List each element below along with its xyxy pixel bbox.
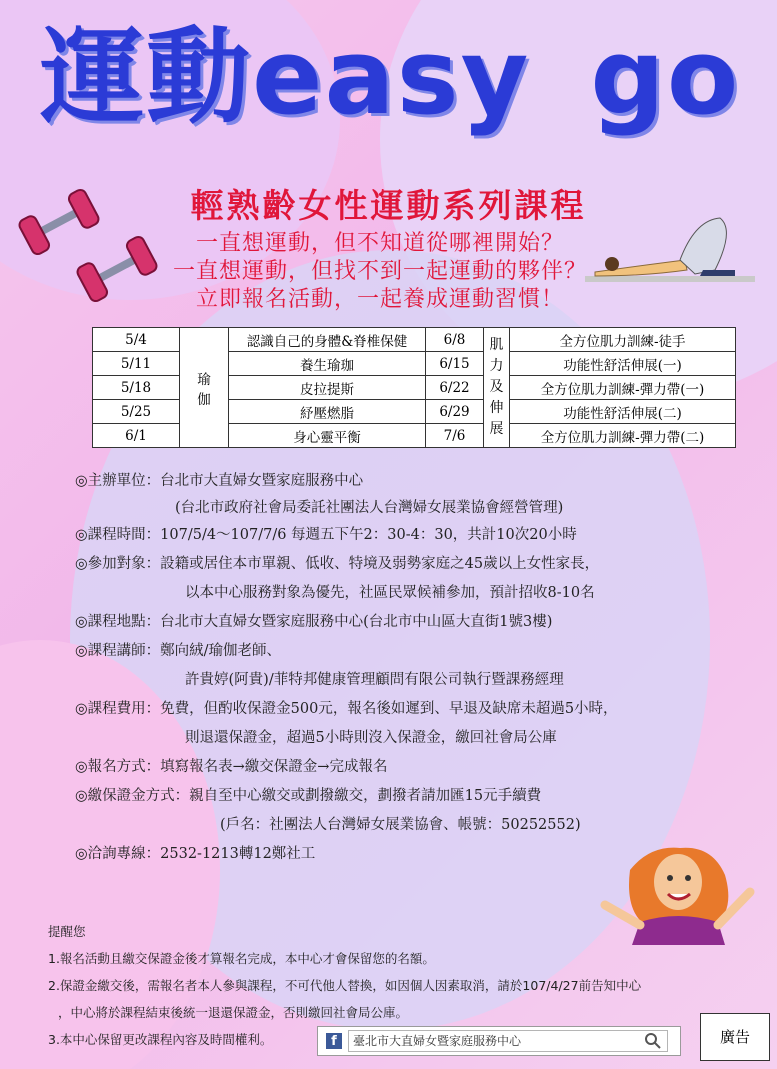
- notes-heading: 提醒您: [48, 924, 86, 939]
- date-cell: 6/22: [426, 376, 484, 400]
- category-muscle-char: 力: [489, 358, 504, 374]
- facebook-icon: f: [326, 1033, 342, 1049]
- slogan-block: [160, 230, 600, 314]
- category-yoga-char: 伽: [197, 391, 211, 408]
- info-teacher: ◎課程講師：鄭向絨/瑜伽老師、: [75, 643, 282, 659]
- title-main: 運動easy: [40, 16, 531, 138]
- poster-subtitle: 輕熟齡女性運動系列課程: [190, 186, 587, 225]
- date-cell: 6/15: [426, 352, 484, 376]
- date-cell: 5/18: [93, 376, 180, 400]
- info-organizer: ◎主辦單位：台北市大直婦女暨家庭服務中心: [75, 473, 364, 489]
- info-contact: ◎洽詢專線：2532-1213轉12鄭社工: [75, 846, 316, 862]
- info-deposit-cont: (戶名：社團法人台灣婦女展業協會、帳號：50252552): [220, 817, 581, 833]
- date-cell: 7/6: [426, 424, 484, 448]
- category-muscle-char: 肌: [489, 337, 504, 353]
- category-muscle-char: 及: [489, 379, 504, 395]
- stretching-woman-icon: [585, 210, 755, 285]
- course-cell: 全方位肌力訓練-徒手: [510, 328, 736, 352]
- course-cell: 養生瑜珈: [229, 352, 426, 376]
- date-cell: 5/11: [93, 352, 180, 376]
- info-teacher-cont: 許貴婷(阿貴)/菲特邦健康管理顧問有限公司執行暨課務經理: [185, 672, 564, 688]
- info-fee: ◎課程費用：免費，但酌收保證金500元，報名後如遲到、早退及缺席未超過5小時，: [75, 701, 618, 717]
- info-target-cont: 以本中心服務對象為優先，社區民眾候補參加，預計招收8-10名: [185, 585, 595, 601]
- course-cell: 認識自己的身體&脊椎保健: [229, 328, 426, 352]
- category-yoga-char: 瑜: [197, 371, 211, 388]
- date-cell: 6/8: [426, 328, 484, 352]
- course-cell: 紓壓燃脂: [229, 400, 426, 424]
- date-cell: 6/29: [426, 400, 484, 424]
- slogan-line: 立即報名活動，一起養成運動習慣！: [195, 287, 564, 312]
- course-cell: 全方位肌力訓練-彈力帶(一): [510, 376, 736, 400]
- note-item: ，中心將於課程結束後統一退還保證金，否則繳回社會局公庫。: [58, 1005, 409, 1020]
- category-muscle-char: 展: [489, 421, 504, 437]
- info-organizer-note: (台北市政府社會局委託社團法人台灣婦女展業協會經營管理): [175, 499, 564, 516]
- info-target: ◎參加對象：設籍或居住本市單親、低收、特境及弱勢家庭之45歲以上女性家長，: [75, 556, 600, 572]
- course-cell: 全方位肌力訓練-彈力帶(二): [510, 424, 736, 448]
- slogan-line: 一直想運動，但找不到一起運動的夥伴？: [172, 259, 587, 284]
- facebook-search-bar: [317, 1026, 681, 1056]
- course-cell: 功能性舒活伸展(一): [510, 352, 736, 376]
- note-item: 3.本中心保留更改課程內容及時間權利。: [48, 1032, 273, 1047]
- facebook-search-input[interactable]: 臺北市大直婦女暨家庭服務中心: [348, 1030, 668, 1052]
- search-icon[interactable]: [644, 1032, 662, 1050]
- info-fee-cont: 則退還保證金，超過5小時則沒入保證金，繳回社會局公庫: [185, 730, 557, 746]
- category-yoga: [180, 328, 229, 448]
- info-location: ◎課程地點：台北市大直婦女暨家庭服務中心(台北市中山區大直街1號3樓): [75, 614, 553, 630]
- course-cell: 身心靈平衡: [229, 424, 426, 448]
- schedule-table: [92, 327, 736, 448]
- date-cell: 6/1: [93, 424, 180, 448]
- info-deposit: ◎繳保證金方式：親自至中心繳交或劃撥繳交，劃撥者請加匯15元手續費: [75, 788, 542, 804]
- course-cell: 功能性舒活伸展(二): [510, 400, 736, 424]
- ad-button[interactable]: 廣告: [700, 1013, 770, 1061]
- slogan-line: 一直想運動，但不知道從哪裡開始？: [195, 231, 564, 256]
- date-cell: 5/25: [93, 400, 180, 424]
- info-signup: ◎報名方式：填寫報名表→繳交保證金→完成報名: [75, 759, 388, 775]
- info-time: ◎課程時間：107/5/4～107/7/6 每週五下午2：30-4：30，共計10次20小時: [75, 527, 577, 543]
- note-item: 1.報名活動且繳交保證金後才算報名完成，本中心才會保留您的名額。: [48, 951, 435, 966]
- table-row: [93, 328, 736, 352]
- poster-title: [40, 16, 741, 138]
- course-info: [75, 468, 765, 869]
- category-muscle-char: 伸: [489, 400, 504, 416]
- category-muscle: [484, 328, 510, 448]
- course-cell: 皮拉提斯: [229, 376, 426, 400]
- title-go: go: [590, 16, 741, 138]
- dumbbell-icon: [70, 232, 165, 307]
- note-item: 2.保證金繳交後，需報名者本人參與課程，不可代他人替換，如因個人因素取消，請於107/4/27前告知中心: [48, 978, 642, 993]
- date-cell: 5/4: [93, 328, 180, 352]
